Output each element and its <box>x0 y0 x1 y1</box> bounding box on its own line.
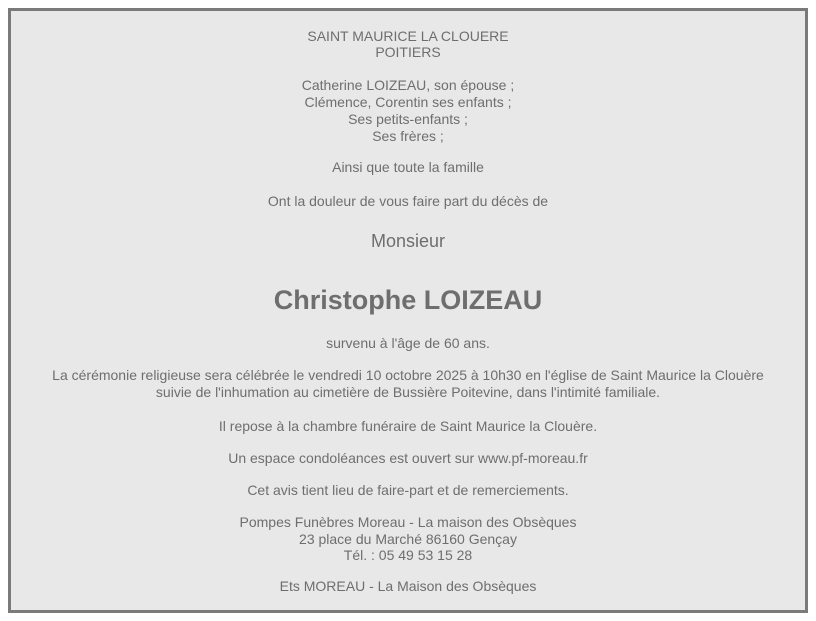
obituary-notice <box>8 8 808 613</box>
funeral-home-address: 23 place du Marché 86160 Gençay <box>299 531 517 547</box>
family-all: Ainsi que toute la famille <box>332 159 484 175</box>
notice-statement: Cet avis tient lieu de faire-part et de remerciements. <box>247 482 569 498</box>
location-town: SAINT MAURICE LA CLOUERE <box>307 28 509 44</box>
deceased-name: Christophe LOIZEAU <box>273 285 543 315</box>
funeral-home-phone: Tél. : 05 49 53 15 28 <box>343 547 473 563</box>
location-city: POITIERS <box>375 44 441 60</box>
family-grandchildren: Ses petits-enfants ; <box>348 111 468 127</box>
signature: Ets MOREAU - La Maison des Obsèques <box>279 578 537 594</box>
repose-text: Il repose à la chambre funéraire de Saint Maurice la Clouère. <box>218 418 598 434</box>
family-brothers: Ses frères ; <box>372 128 444 144</box>
announcement-text: Ont la douleur de vous faire part du décès de <box>267 193 549 209</box>
honorific: Monsieur <box>370 231 446 251</box>
ceremony-line-1: La cérémonie religieuse sera célébrée le vendredi 10 octobre 2025 à 10h30 en l'église de Saint Maurice la Clouère <box>52 367 764 383</box>
condolences-text: Un espace condoléances est ouvert sur www.pf-moreau.fr <box>228 450 588 466</box>
funeral-home-name: Pompes Funèbres Moreau - La maison des Obsèques <box>239 514 577 530</box>
family-spouse: Catherine LOIZEAU, son épouse ; <box>301 77 515 93</box>
age-line: survenu à l'âge de 60 ans. <box>326 335 490 351</box>
family-children: Clémence, Corentin ses enfants ; <box>304 94 512 110</box>
ceremony-line-2: suivie de l'inhumation au cimetière de Bussière Poitevine, dans l'intimité familiale. <box>155 384 661 400</box>
